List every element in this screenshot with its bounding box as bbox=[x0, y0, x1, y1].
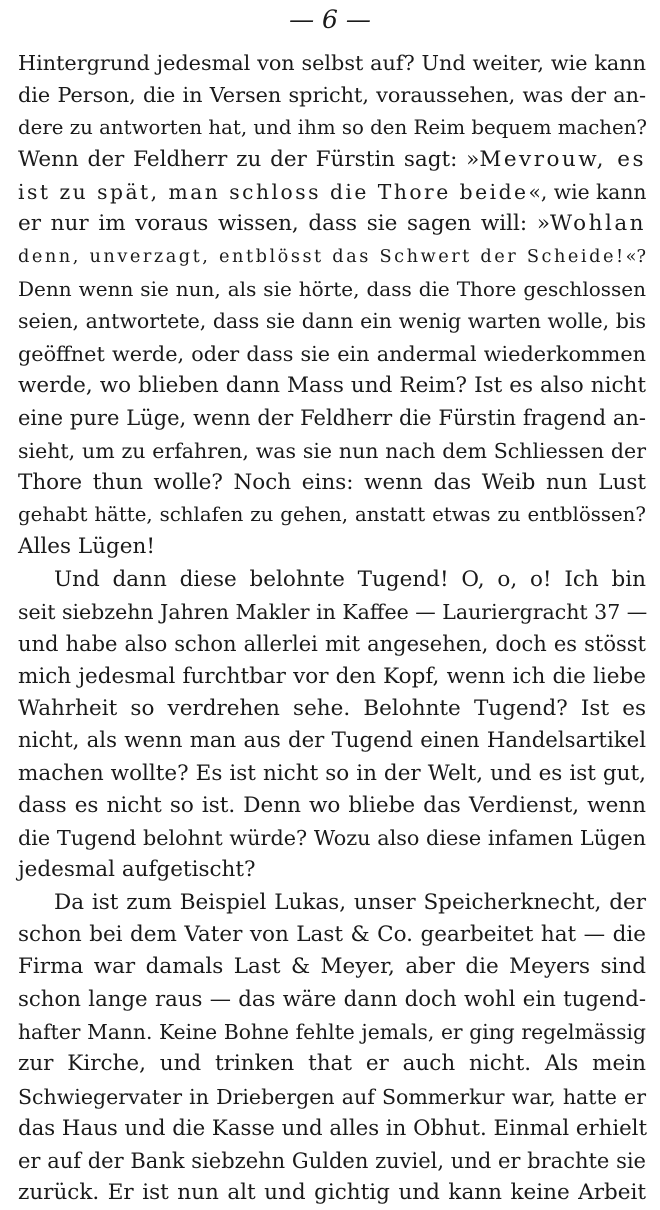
text-line bbox=[18, 564, 646, 596]
line-text: sieht, um zu erfahren, was sie nun nach dem Schliessen der bbox=[18, 438, 646, 463]
text-line bbox=[18, 919, 646, 951]
text-line bbox=[18, 1016, 646, 1048]
line-text: «? bbox=[625, 246, 646, 267]
text-line bbox=[18, 47, 646, 79]
text-line bbox=[18, 758, 646, 790]
line-text: werde, wo blieben dann Mass und Reim? Ist es also nicht bbox=[18, 372, 646, 398]
text-line bbox=[18, 1177, 646, 1209]
text-line bbox=[18, 370, 646, 402]
text-line bbox=[18, 628, 646, 660]
line-text: Thore thun wolle? Noch eins: wenn das Weib nun Lust bbox=[18, 469, 646, 495]
text-line bbox=[18, 241, 646, 273]
line-text: Schwiegervater in Driebergen auf Sommerkur war, hatte er bbox=[18, 1084, 646, 1109]
text-line bbox=[18, 1048, 646, 1080]
line-text: «, wie kann bbox=[528, 180, 647, 205]
line-text: gehabt hätte, schlafen zu gehen, anstatt etwas zu entblössen? bbox=[18, 503, 646, 527]
emphasized-text: denn, unverzagt, entblösst das Schwert der Scheide! bbox=[18, 246, 626, 267]
text-line bbox=[18, 984, 646, 1016]
text-line bbox=[18, 725, 646, 757]
text-line bbox=[18, 435, 646, 467]
text-line bbox=[18, 1145, 646, 1177]
line-text: dass es nicht so ist. Denn wo bliebe das Verdienst, wenn bbox=[18, 792, 646, 818]
line-text: und habe also schon allerlei mit angesehen, doch es stösst bbox=[18, 632, 646, 657]
emphasized-text: Mevrouw, es bbox=[479, 146, 646, 172]
line-text: zur Kirche, und trinken that er auch nicht. Als mein bbox=[18, 1051, 646, 1077]
line-text: schon lange raus — das wäre dann doch wohl ein tugend- bbox=[18, 986, 646, 1012]
line-text: eine pure Lüge, wenn der Feldherr die Fürstin fragend an- bbox=[18, 406, 646, 431]
line-text: er nur im voraus wissen, dass sie sagen will: » bbox=[18, 211, 551, 237]
line-text: mich jedesmal furchtbar vor den Kopf, wenn ich die liebe bbox=[18, 663, 646, 689]
text-line bbox=[18, 176, 646, 208]
text-line bbox=[18, 661, 646, 693]
line-text: dere zu antworten hat, und ihm so den Reim bequem machen? bbox=[18, 115, 648, 139]
line-text: seit siebzehn Jahren Makler in Kaffee — Lauriergracht 37 — bbox=[18, 600, 648, 625]
line-text: jedesmal aufgetischt? bbox=[18, 857, 256, 883]
text-line bbox=[18, 822, 646, 854]
emphasized-text: ist zu spät, man schloss die Thore beide bbox=[18, 180, 529, 205]
line-text: Firma war damals Last & Meyer, aber die Meyers sind bbox=[18, 954, 646, 980]
line-text: seien, antwortete, dass sie dann ein wenig warten wolle, bis bbox=[18, 309, 646, 334]
line-text: das Haus und die Kasse und alles in Obhut. Einmal erhielt bbox=[18, 1115, 648, 1141]
text-line bbox=[18, 338, 646, 370]
body-text bbox=[18, 47, 646, 1210]
line-text: Und dann diese belohnte Tugend! O, o, o! Ich bin bbox=[54, 566, 646, 592]
line-text: Denn wenn sie nun, als sie hörte, dass die Thore geschlossen bbox=[18, 277, 646, 302]
line-text: machen wollte? Es ist nicht so in der Welt, und es ist gut, bbox=[18, 760, 646, 786]
text-line bbox=[18, 208, 646, 240]
text-line bbox=[18, 693, 646, 725]
line-text: die Tugend belohnt würde? Wozu also diese infamen Lügen bbox=[18, 826, 646, 851]
line-text: Da ist zum Beispiel Lukas, unser Speicherknecht, der bbox=[54, 889, 646, 915]
text-line bbox=[18, 531, 646, 563]
text-line bbox=[18, 887, 646, 919]
text-line bbox=[18, 305, 646, 337]
text-line bbox=[18, 79, 646, 111]
line-text: hafter Mann. Keine Bohne fehlte jemals, er ging regelmässig bbox=[18, 1019, 646, 1044]
text-line bbox=[18, 1081, 646, 1113]
text-line bbox=[18, 854, 646, 886]
text-line bbox=[18, 112, 646, 144]
line-text: zurück. Er ist nun alt und gichtig und kann keine Arbeit bbox=[18, 1180, 646, 1206]
text-line bbox=[18, 596, 646, 628]
text-line bbox=[18, 1113, 646, 1145]
line-text: die Person, die in Versen spricht, voraussehen, was der an- bbox=[18, 83, 646, 108]
line-text: Hintergrund jedesmal von selbst auf? Und weiter, wie kann bbox=[18, 51, 646, 75]
line-text: nicht, als wenn man aus der Tugend einen Handelsartikel bbox=[18, 728, 646, 754]
text-line bbox=[18, 402, 646, 434]
line-text: geöffnet werde, oder dass sie ein andermal wiederkommen bbox=[18, 341, 646, 366]
line-text: Wahrheit so verdrehen sehe. Belohnte Tugend? Ist es bbox=[18, 695, 646, 721]
text-line bbox=[18, 951, 646, 983]
text-line bbox=[18, 273, 646, 305]
line-text: schon bei dem Vater von Last & Co. gearbeitet hat — die bbox=[18, 922, 646, 948]
text-line bbox=[18, 790, 646, 822]
text-line bbox=[18, 467, 646, 499]
page-number: — 6 — bbox=[289, 5, 371, 34]
line-text: er auf der Bank siebzehn Gulden zuviel, und er brachte sie bbox=[18, 1149, 646, 1174]
text-line bbox=[18, 499, 646, 531]
line-text: Wenn der Feldherr zu der Fürstin sagt: » bbox=[18, 146, 480, 172]
emphasized-text: Wohlan bbox=[550, 211, 646, 237]
text-line bbox=[18, 144, 646, 176]
line-text: Alles Lügen! bbox=[18, 534, 155, 560]
